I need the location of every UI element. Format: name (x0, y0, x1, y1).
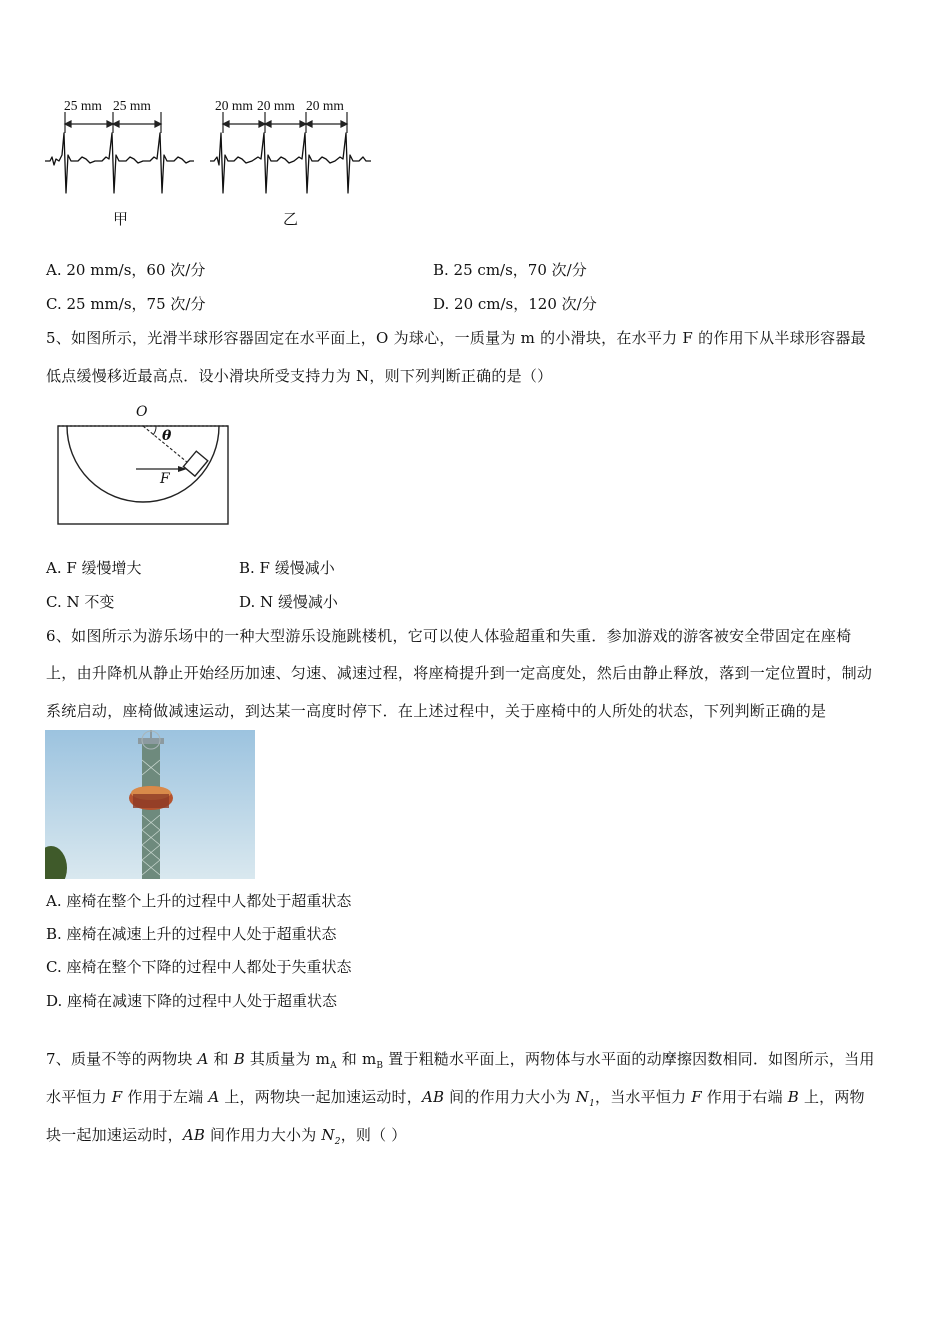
q7-var-ab: AB (182, 1126, 206, 1144)
q6-stem-line1: 6、如图所示为游乐场中的一种大型游乐设施跳楼机，它可以使人体验超重和失重．参加游戏的游客被安全带固定在座椅 (46, 627, 852, 645)
q5-stem-line2: 低点缓慢移近最高点．设小滑块所受支持力为 N，则下列判断正确的是（） (46, 367, 553, 385)
q6-stem-line3: 系统启动，座椅做减速运动，到达某一高度时停下．在上述过程中，关于座椅中的人所处的状态，下列判断正确的是 (46, 702, 827, 720)
q7-text: 和 m (336, 1050, 377, 1068)
q5-option-b: B. F 缓慢减小 (239, 559, 335, 577)
q5-option-c: C. N 不变 (46, 593, 115, 611)
q7-text: 上，两物块一起加速运动时， (219, 1088, 422, 1106)
ecg-yi-dim-1: 20 mm (215, 98, 253, 113)
q7-text: 置于粗糙水平面上，两物体与水平面的动摩擦因数相同．如图所示，当用 (383, 1050, 875, 1068)
q4-option-d: D. 20 cm/s，120 次/分 (433, 295, 597, 313)
q7-text: ，当水平恒力 (595, 1088, 692, 1106)
q7-text: 上，两物 (798, 1088, 865, 1106)
q7-text: ，则（ ） (340, 1126, 407, 1144)
q7-stem-line3 (46, 1125, 406, 1152)
q5-option-a: A. F 缓慢增大 (46, 559, 142, 577)
ecg-jia-dim-1: 25 mm (64, 98, 102, 113)
q7-text: 其质量为 m (244, 1050, 331, 1068)
q5-label-theta: θ (162, 428, 172, 444)
q7-sub-2: 2 (334, 1137, 341, 1147)
q7-text: 作用于右端 (701, 1088, 788, 1106)
ecg-yi-dim-2: 20 mm (257, 98, 295, 113)
q7-var-n: N (321, 1126, 335, 1144)
ecg-yi-dim-3: 20 mm (306, 98, 344, 113)
q7-sub-a: A (330, 1061, 337, 1071)
q5-label-f: F (160, 471, 170, 487)
q5-stem-line1: 5、如图所示，光滑半球形容器固定在水平面上，O 为球心，一质量为 m 的小滑块，在水平力 F 的作用下从半球形容器最 (46, 329, 866, 347)
ecg-jia-dim-2: 25 mm (113, 98, 151, 113)
ecg-label-yi: 乙 (283, 210, 299, 228)
q5-figure (50, 400, 240, 530)
q7-sub-1: 1 (589, 1099, 596, 1109)
q7-var-f: F (691, 1088, 702, 1106)
q7-var-ab: AB (421, 1088, 445, 1106)
q7-var-b: B (787, 1088, 799, 1106)
q4-option-a: A. 20 mm/s，60 次/分 (46, 261, 206, 279)
ecg-figure (40, 95, 380, 235)
q7-text: 间作用力大小为 (205, 1126, 322, 1144)
q5-option-d: D. N 缓慢减小 (239, 593, 338, 611)
ecg-label-jia: 甲 (113, 210, 129, 228)
q6-option-a: A. 座椅在整个上升的过程中人都处于超重状态 (46, 892, 352, 910)
q4-option-b: B. 25 cm/s，70 次/分 (433, 261, 587, 279)
q5-label-o: O (136, 404, 148, 420)
q7-text: 和 (208, 1050, 234, 1068)
drop-tower-photo (45, 730, 255, 879)
q7-text: 7、质量不等的两物块 (46, 1050, 198, 1068)
q7-stem-line2 (46, 1087, 865, 1114)
q7-text: 作用于左端 (122, 1088, 209, 1106)
q7-stem-line1 (46, 1049, 875, 1076)
q6-stem-line2: 上，由升降机从静止开始经历加速、匀速、减速过程，将座椅提升到一定高度处，然后由静止释放，落到一定位置时，制动 (46, 664, 873, 682)
q7-sub-b: B (376, 1061, 384, 1071)
ecg-diagram (40, 95, 380, 235)
q6-option-d: D. 座椅在减速下降的过程中人处于超重状态 (46, 992, 338, 1010)
q7-var-a: A (197, 1050, 209, 1068)
q6-option-b: B. 座椅在减速上升的过程中人处于超重状态 (46, 925, 337, 943)
q6-option-c: C. 座椅在整个下降的过程中人都处于失重状态 (46, 958, 352, 976)
q7-text: 块一起加速运动时， (46, 1126, 183, 1144)
q7-var-b: B (233, 1050, 245, 1068)
q7-var-f: F (111, 1088, 123, 1106)
q7-text: 间的作用力大小为 (444, 1088, 576, 1106)
q7-text: 水平恒力 (46, 1088, 112, 1106)
q7-var-n: N (575, 1088, 590, 1106)
q4-option-c: C. 25 mm/s，75 次/分 (46, 295, 206, 313)
q7-var-a: A (208, 1088, 220, 1106)
